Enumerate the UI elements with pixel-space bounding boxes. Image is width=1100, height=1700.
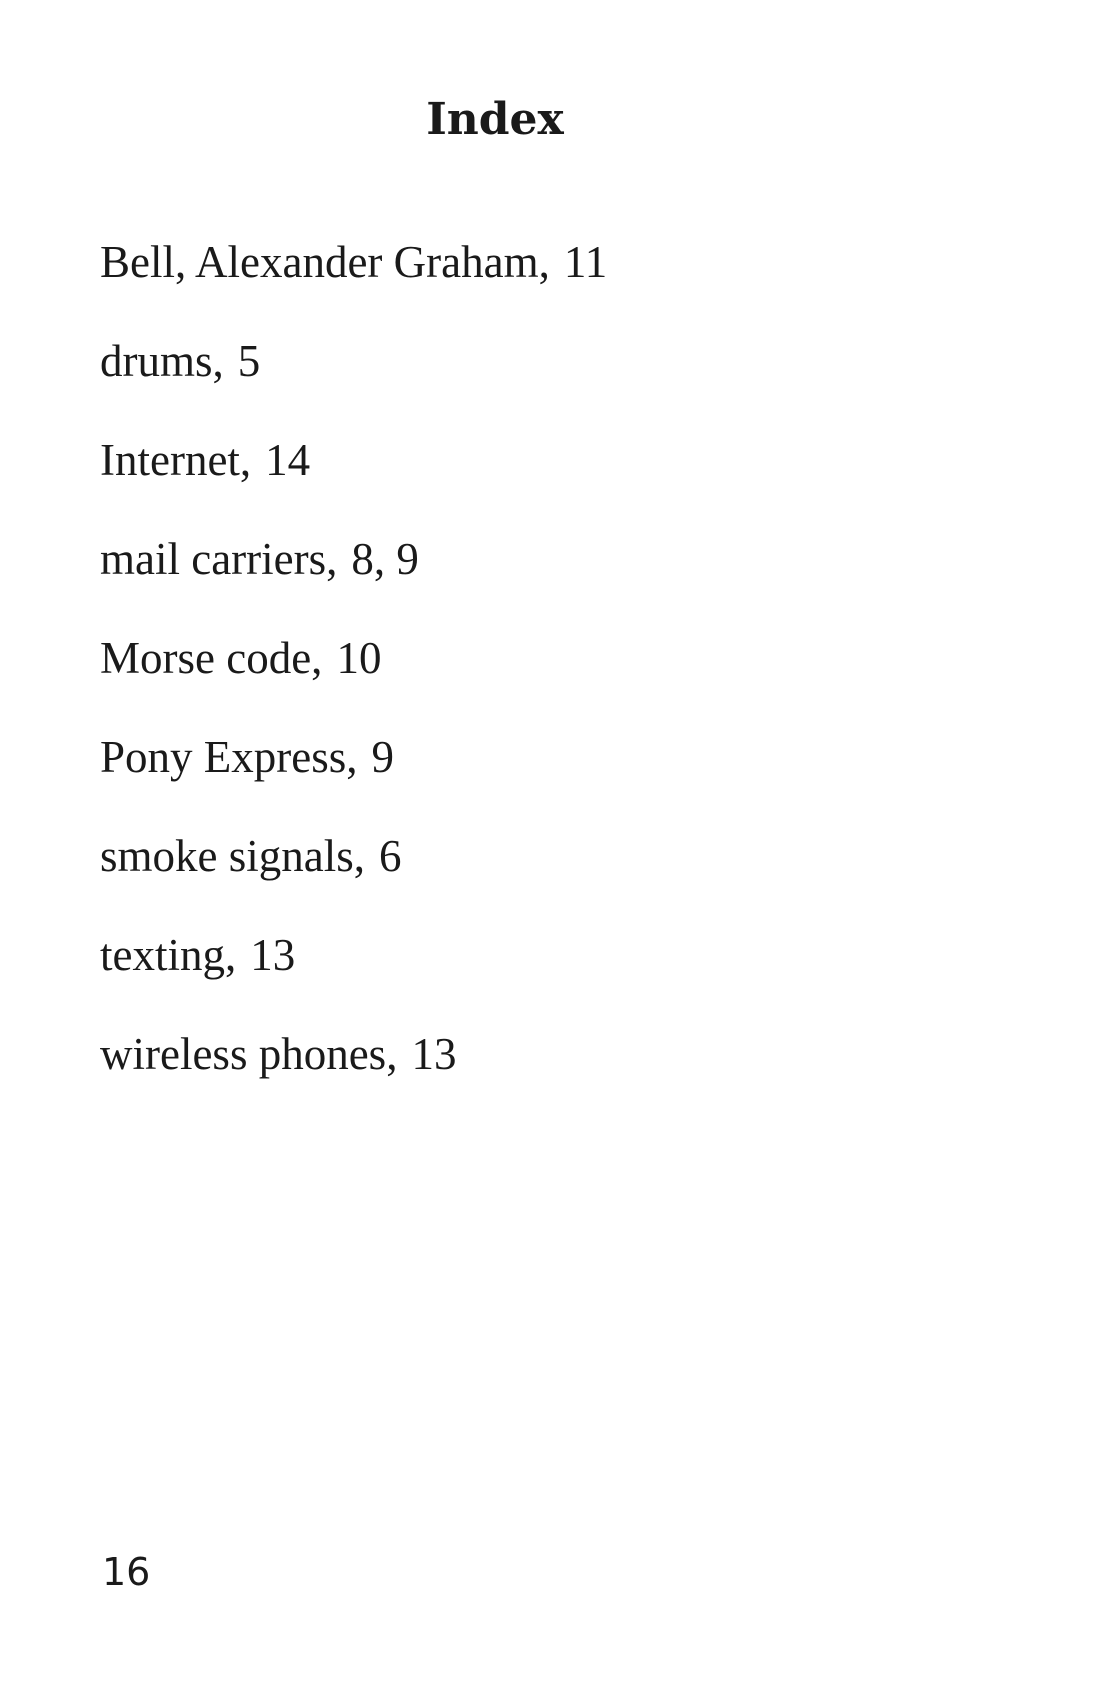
index-term: texting, (100, 930, 237, 980)
index-pages: 11 (563, 237, 608, 287)
index-entry (100, 708, 607, 807)
index-pages: 8, 9 (351, 534, 419, 584)
index-entry (100, 807, 607, 906)
index-entry (100, 510, 607, 609)
index-entry (100, 213, 607, 312)
index-term: drums, (100, 336, 224, 386)
index-pages: 6 (379, 831, 402, 881)
index-term: mail carriers, (100, 534, 338, 584)
index-term: wireless phones, (100, 1029, 398, 1079)
index-pages: 9 (371, 732, 394, 782)
page-title: Index (426, 94, 564, 145)
index-term: smoke signals, (100, 831, 365, 881)
index-entry (100, 411, 607, 510)
index-entry (100, 906, 607, 1005)
index-entry (100, 609, 607, 708)
index-term: Bell, Alexander Graham, (100, 237, 550, 287)
index-list (100, 213, 607, 1104)
index-term: Internet, (100, 435, 252, 485)
index-pages: 13 (411, 1029, 457, 1079)
page-number: 16 (102, 1550, 151, 1594)
index-entry (100, 1005, 607, 1104)
index-pages: 14 (265, 435, 311, 485)
index-pages: 5 (237, 336, 261, 386)
index-entry (100, 312, 607, 411)
index-term: Morse code, (100, 633, 323, 683)
index-pages: 13 (250, 930, 296, 980)
index-pages: 10 (336, 633, 382, 683)
index-term: Pony Express, (100, 732, 358, 782)
